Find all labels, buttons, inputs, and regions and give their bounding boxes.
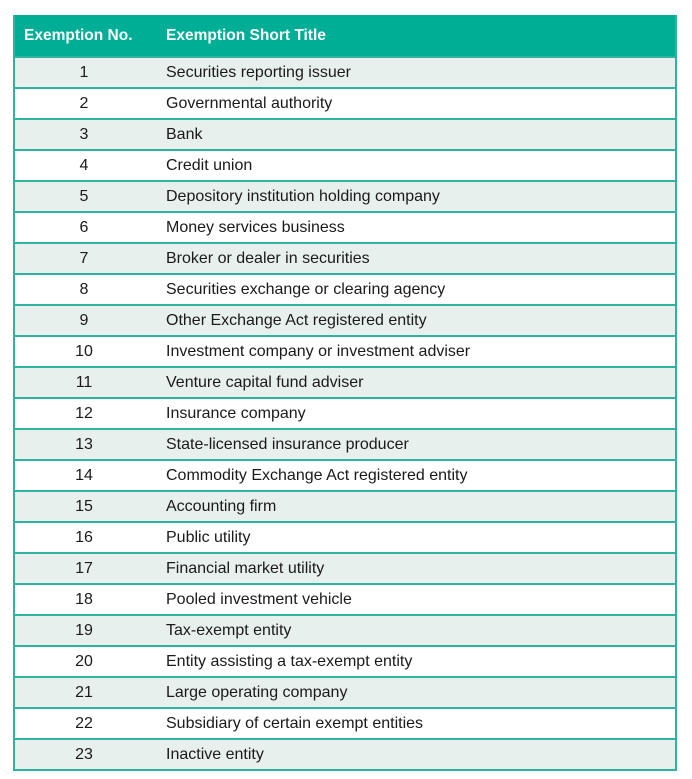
exemption-number-cell: 2	[13, 88, 155, 119]
exemption-title-cell: Tax-exempt entity	[155, 615, 677, 646]
exemption-number-cell: 14	[13, 460, 155, 491]
exemption-title-cell: Money services business	[155, 212, 677, 243]
exemption-number-cell: 4	[13, 150, 155, 181]
exemption-title-cell: Broker or dealer in securities	[155, 243, 677, 274]
exemption-number-cell: 6	[13, 212, 155, 243]
exemption-number-cell: 9	[13, 305, 155, 336]
exemption-title-cell: Subsidiary of certain exempt entities	[155, 708, 677, 739]
table-row	[13, 57, 677, 88]
exemption-title-cell: Venture capital fund adviser	[155, 367, 677, 398]
exemption-title-cell: Entity assisting a tax-exempt entity	[155, 646, 677, 677]
table-row	[13, 553, 677, 584]
table-row	[13, 88, 677, 119]
table-row	[13, 491, 677, 522]
exemption-number-cell: 3	[13, 119, 155, 150]
exemption-title-cell: Inactive entity	[155, 739, 677, 770]
exemption-title-cell: Credit union	[155, 150, 677, 181]
exemption-title-cell: Depository institution holding company	[155, 181, 677, 212]
header-row	[13, 15, 677, 57]
exemption-title-cell: Public utility	[155, 522, 677, 553]
exemption-title-cell: Large operating company	[155, 677, 677, 708]
header-exemption-short-title: Exemption Short Title	[166, 26, 326, 44]
table-row	[13, 150, 677, 181]
table-row	[13, 460, 677, 491]
table-row	[13, 119, 677, 150]
exemption-number-cell: 13	[13, 429, 155, 460]
exemptions-table-container	[13, 15, 677, 770]
table-row	[13, 615, 677, 646]
exemption-number-cell: 8	[13, 274, 155, 305]
exemption-title-cell: Securities exchange or clearing agency	[155, 274, 677, 305]
exemption-number-cell: 21	[13, 677, 155, 708]
exemption-title-cell: Other Exchange Act registered entity	[155, 305, 677, 336]
exemption-title-cell: Financial market utility	[155, 553, 677, 584]
table-row	[13, 739, 677, 770]
exemption-title-cell: Investment company or investment adviser	[155, 336, 677, 367]
exemption-number-cell: 10	[13, 336, 155, 367]
exemption-number-cell: 22	[13, 708, 155, 739]
table-row	[13, 429, 677, 460]
table-row	[13, 243, 677, 274]
table-header	[13, 15, 677, 57]
table-row	[13, 212, 677, 243]
exemption-title-cell: State-licensed insurance producer	[155, 429, 677, 460]
table-row	[13, 584, 677, 615]
exemption-title-cell: Pooled investment vehicle	[155, 584, 677, 615]
exemption-number-cell: 17	[13, 553, 155, 584]
exemption-title-cell: Commodity Exchange Act registered entity	[155, 460, 677, 491]
exemption-title-cell: Securities reporting issuer	[155, 57, 677, 88]
header-exemption-number: Exemption No.	[24, 26, 133, 44]
exemption-title-cell: Insurance company	[155, 398, 677, 429]
table-left-border	[13, 15, 15, 771]
exemption-title-cell: Accounting firm	[155, 491, 677, 522]
table-row	[13, 181, 677, 212]
exemptions-table	[13, 15, 677, 770]
exemption-number-cell: 12	[13, 398, 155, 429]
exemption-number-cell: 23	[13, 739, 155, 770]
table-row	[13, 367, 677, 398]
exemption-number-cell: 19	[13, 615, 155, 646]
exemption-number-cell: 18	[13, 584, 155, 615]
exemption-title-cell: Governmental authority	[155, 88, 677, 119]
table-row	[13, 305, 677, 336]
table-row	[13, 646, 677, 677]
table-row	[13, 274, 677, 305]
exemption-number-cell: 20	[13, 646, 155, 677]
exemption-number-cell: 1	[13, 57, 155, 88]
table-row	[13, 398, 677, 429]
exemption-number-cell: 7	[13, 243, 155, 274]
exemption-number-cell: 16	[13, 522, 155, 553]
table-row	[13, 708, 677, 739]
exemption-number-cell: 15	[13, 491, 155, 522]
table-row	[13, 677, 677, 708]
exemption-title-cell: Bank	[155, 119, 677, 150]
table-body	[13, 57, 677, 770]
exemption-number-cell: 11	[13, 367, 155, 398]
exemption-number-cell: 5	[13, 181, 155, 212]
table-row	[13, 336, 677, 367]
table-right-border	[675, 15, 677, 771]
table-bottom-border	[13, 769, 677, 771]
table-row	[13, 522, 677, 553]
